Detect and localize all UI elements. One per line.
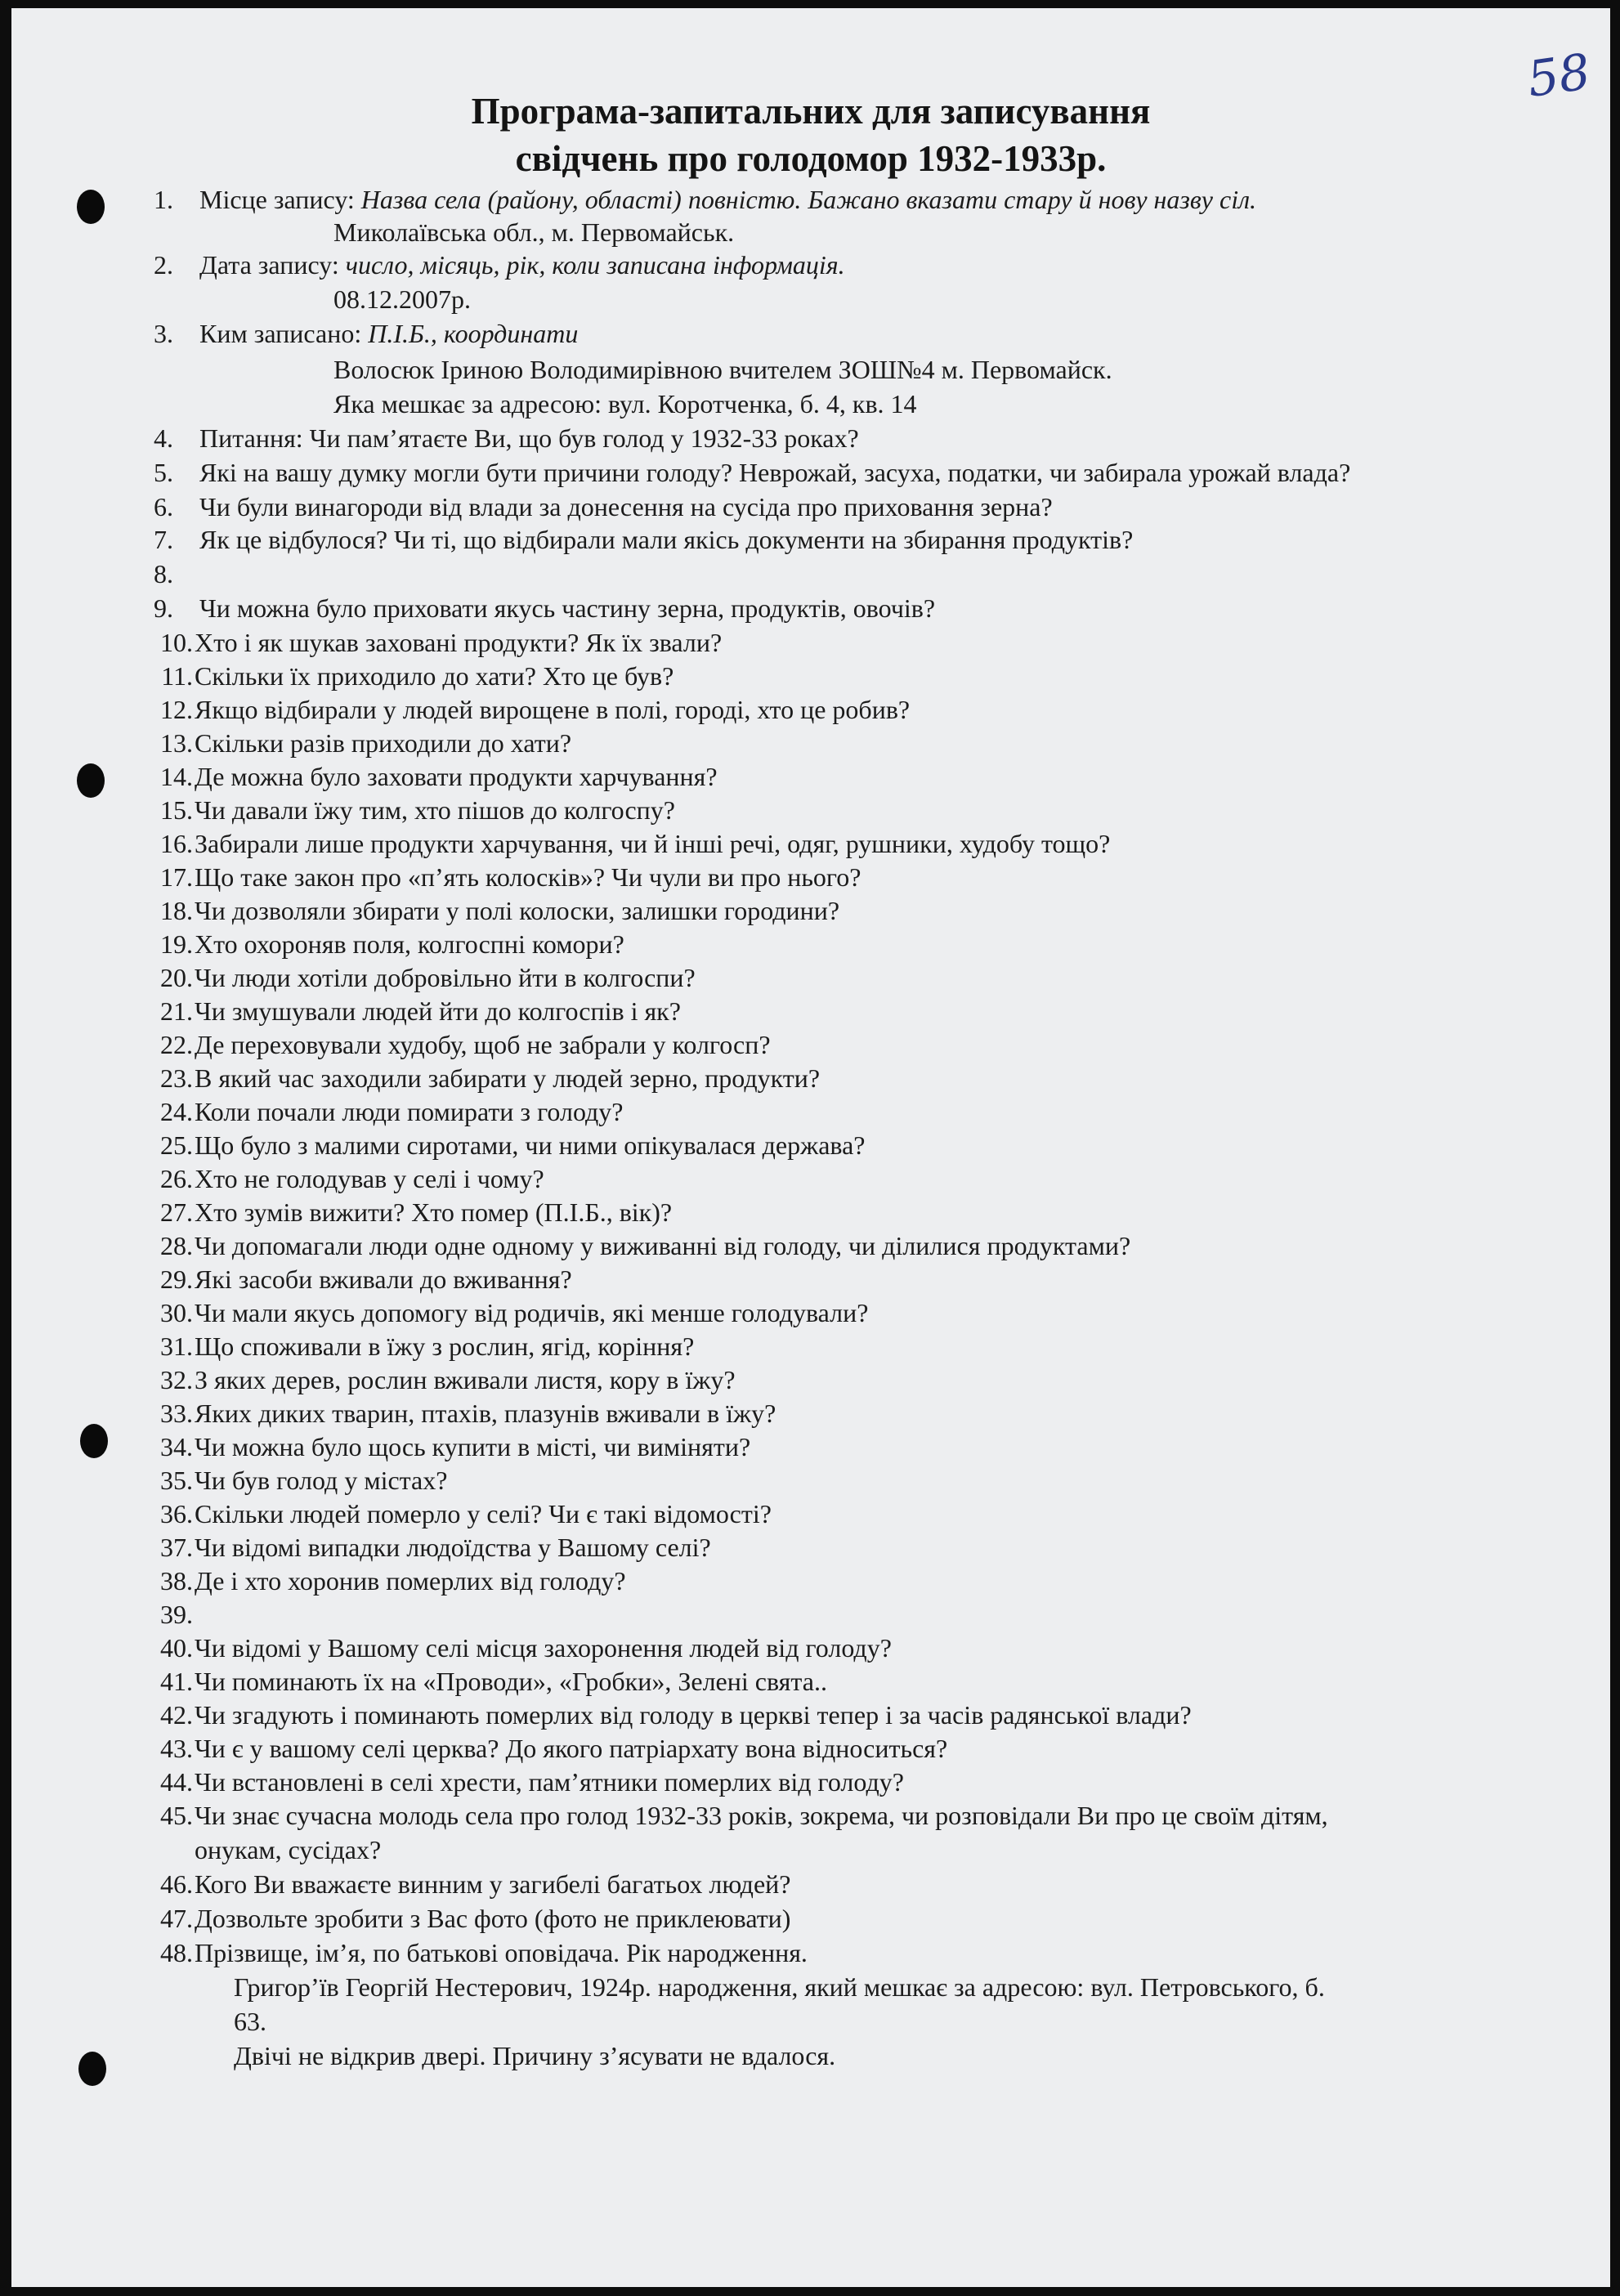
question-number: 3. <box>154 319 173 348</box>
question-text: Хто охороняв поля, колгоспні комори? <box>195 929 624 959</box>
question-hint: Назва села (району, області) повністю. Бажано вказати стару й нову назву сіл. <box>360 185 1257 214</box>
question-number: 47. <box>160 1904 193 1933</box>
question-number: 10. <box>160 628 193 657</box>
question-number: 6. <box>154 492 173 521</box>
question-number: 11. <box>161 661 193 691</box>
question-number: 37. <box>160 1533 193 1562</box>
question-text: Чи був голод у містах? <box>195 1466 448 1495</box>
question-text: Яких диких тварин, птахів, плазунів вживали в їжу? <box>195 1399 776 1428</box>
question-number: 20. <box>160 963 193 992</box>
question-text: Чи допомагали люди одне одному у виживанні від голоду, чи ділилися продуктами? <box>195 1231 1131 1260</box>
question-text: Скільки разів приходили до хати? <box>195 728 572 758</box>
document-title-line-1: Програма-запитальних для записування <box>471 91 1151 132</box>
answer-text: 63. <box>234 2007 266 2036</box>
question-text: Чи згадують і поминають померлих від голоду в церкві тепер і за часів радянської влади? <box>195 1700 1192 1730</box>
question-text: Питання: Чи пам’ятаєте Ви, що був голод у 1932-33 роках? <box>199 423 859 453</box>
question-number: 32. <box>160 1365 193 1394</box>
question-number: 30. <box>160 1298 193 1327</box>
question-number: 27. <box>160 1197 193 1227</box>
question-number: 8. <box>154 559 173 589</box>
question-number: 7. <box>154 525 173 554</box>
question-number: 22. <box>160 1030 193 1059</box>
question-label: Дата запису: <box>199 250 346 280</box>
question-number: 9. <box>154 593 173 623</box>
question-number: 29. <box>160 1264 193 1294</box>
question-text: Хто не голодував у селі і чому? <box>195 1164 544 1193</box>
document-title-line-2: свідчень про голодомор 1932-1933р. <box>515 138 1107 179</box>
handwritten-page-number: 58 <box>1524 43 1594 109</box>
question-number: 48. <box>160 1938 193 1967</box>
question-number: 45. <box>160 1801 193 1830</box>
question-number: 17. <box>160 862 193 892</box>
answer-text: Двічі не відкрив двері. Причину з’ясувати не вдалося. <box>234 2041 836 2070</box>
question-number: 13. <box>160 728 193 758</box>
question-text: Де можна було заховати продукти харчування? <box>195 762 718 791</box>
punch-hole <box>78 2052 106 2086</box>
answer-text: 08.12.2007р. <box>333 284 471 314</box>
question-number: 4. <box>154 423 173 453</box>
question-number: 26. <box>160 1164 193 1193</box>
question-text: Коли почали люди помирати з голоду? <box>195 1097 624 1126</box>
question-number: 25. <box>160 1130 193 1160</box>
question-number: 41. <box>160 1667 193 1696</box>
answer-text: Григор’їв Георгій Нестерович, 1924р. народження, який мешкає за адресою: вул. Петровського, б. <box>234 1972 1325 2002</box>
question-text: Чи можна було щось купити в місті, чи виміняти? <box>195 1432 751 1461</box>
question-number: 31. <box>160 1332 193 1361</box>
question-number: 16. <box>160 829 193 858</box>
question-text: Якщо відбирали у людей вирощене в полі, городі, хто це робив? <box>195 695 911 724</box>
question-text: Чи давали їжу тим, хто пішов до колгоспу? <box>195 795 675 825</box>
punch-hole <box>77 763 105 798</box>
question-text: Де і хто хоронив померлих від голоду? <box>195 1566 626 1596</box>
question-number: 2. <box>154 250 173 280</box>
question-number: 23. <box>160 1063 193 1093</box>
question-hint: число, місяць, рік, коли записана інформація. <box>345 250 845 280</box>
question-text: Чи знає сучасна молодь села про голод 1932-33 років, зокрема, чи розповідали Ви про це своїм дітям, <box>195 1801 1328 1830</box>
question-text: В який час заходили забирати у людей зерно, продукти? <box>195 1063 821 1093</box>
question-number: 5. <box>154 458 173 487</box>
question-text: Чи дозволяли збирати у полі колоски, залишки городини? <box>195 896 840 925</box>
question-text: Скільки людей померло у селі? Чи є такі відомості? <box>195 1499 772 1528</box>
question-number: 18. <box>160 896 193 925</box>
question-text: Хто зумів вижити? Хто помер (П.І.Б., вік)? <box>195 1197 673 1227</box>
question-number: 44. <box>160 1767 193 1797</box>
answer-text: Яка мешкає за адресою: вул. Коротченка, б. 4, кв. 14 <box>333 389 917 418</box>
question-text: Чи можна було приховати якусь частину зерна, продуктів, овочів? <box>199 593 936 623</box>
question-text: Чи відомі у Вашому селі місця захоронення людей від голоду? <box>195 1633 892 1663</box>
question-number: 14. <box>160 762 193 791</box>
question-number: 12. <box>160 695 193 724</box>
question-number: 34. <box>160 1432 193 1461</box>
question-text <box>199 248 845 281</box>
punch-hole <box>77 190 105 224</box>
question-text: Де переховували худобу, щоб не забрали у колгосп? <box>195 1030 771 1059</box>
question-text: Дозвольте зробити з Вас фото (фото не приклеювати) <box>195 1904 791 1933</box>
question-text: Що таке закон про «п’ять колосків»? Чи чули ви про нього? <box>195 862 861 892</box>
question-text: Чи відомі випадки людоїдства у Вашому селі? <box>195 1533 711 1562</box>
question-label: Місце запису: <box>199 185 361 214</box>
question-text: Що було з малими сиротами, чи ними опікувалася держава? <box>195 1130 866 1160</box>
question-text <box>199 317 578 350</box>
punch-hole <box>80 1424 108 1458</box>
question-hint: П.І.Б., координати <box>368 319 579 348</box>
question-number: 33. <box>160 1399 193 1428</box>
question-text: Чи встановлені в селі хрести, пам’ятники померлих від голоду? <box>195 1767 904 1797</box>
question-text: Що споживали в їжу з рослин, ягід, коріння? <box>195 1332 695 1361</box>
question-text: Чи мали якусь допомогу від родичів, які менше голодували? <box>195 1298 869 1327</box>
question-number: 43. <box>160 1734 193 1763</box>
question-number: 19. <box>160 929 193 959</box>
question-text: Які засоби вживали до вживання? <box>195 1264 572 1294</box>
question-text: Забирали лише продукти харчування, чи й інші речі, одяг, рушники, худобу тощо? <box>195 829 1111 858</box>
question-number: 40. <box>160 1633 193 1663</box>
question-text: Чи є у вашому селі церква? До якого патріархату вона відноситься? <box>195 1734 948 1763</box>
question-text: Хто і як шукав заховані продукти? Як їх звали? <box>195 628 723 657</box>
question-number: 35. <box>160 1466 193 1495</box>
question-label: Ким записано: <box>199 319 369 348</box>
question-number: 36. <box>160 1499 193 1528</box>
question-text: Як це відбулося? Чи ті, що відбирали мали якісь документи на збирання продуктів? <box>199 525 1134 554</box>
question-number: 15. <box>160 795 193 825</box>
question-number: 21. <box>160 996 193 1026</box>
question-number: 38. <box>160 1566 193 1596</box>
question-number: 46. <box>160 1869 193 1899</box>
question-text: Чи люди хотіли добровільно йти в колгоспи? <box>195 963 696 992</box>
question-number: 1. <box>154 185 173 214</box>
question-text: Чи були винагороди від влади за донесення на сусіда про приховання зерна? <box>199 492 1053 521</box>
question-number: 24. <box>160 1097 193 1126</box>
answer-text: Миколаївська обл., м. Первомайськ. <box>333 217 735 247</box>
document-page <box>11 8 1610 2287</box>
answer-text: Волосюк Іриною Володимирівною вчителем ЗОШ№4 м. Первомайск. <box>333 355 1112 384</box>
question-text: Які на вашу думку могли бути причини голоду? Неврожай, засуха, податки, чи забирала урожай влада? <box>199 458 1351 487</box>
question-text: Чи поминають їх на «Проводи», «Гробки», Зелені свята.. <box>195 1667 827 1696</box>
question-text: Кого Ви вважаєте винним у загибелі багатьох людей? <box>195 1869 791 1899</box>
question-text-continued: онукам, сусідах? <box>195 1835 382 1864</box>
question-text: Прізвище, ім’я, по батькові оповідача. Рік народження. <box>195 1938 808 1967</box>
question-text: Чи змушували людей йти до колгоспів і як? <box>195 996 681 1026</box>
question-number: 39. <box>160 1600 193 1629</box>
question-text: Скільки їх приходило до хати? Хто це був? <box>195 661 674 691</box>
question-number: 28. <box>160 1231 193 1260</box>
question-number: 42. <box>160 1700 193 1730</box>
question-text: З яких дерев, рослин вживали листя, кору в їжу? <box>195 1365 736 1394</box>
question-text <box>199 183 1256 216</box>
